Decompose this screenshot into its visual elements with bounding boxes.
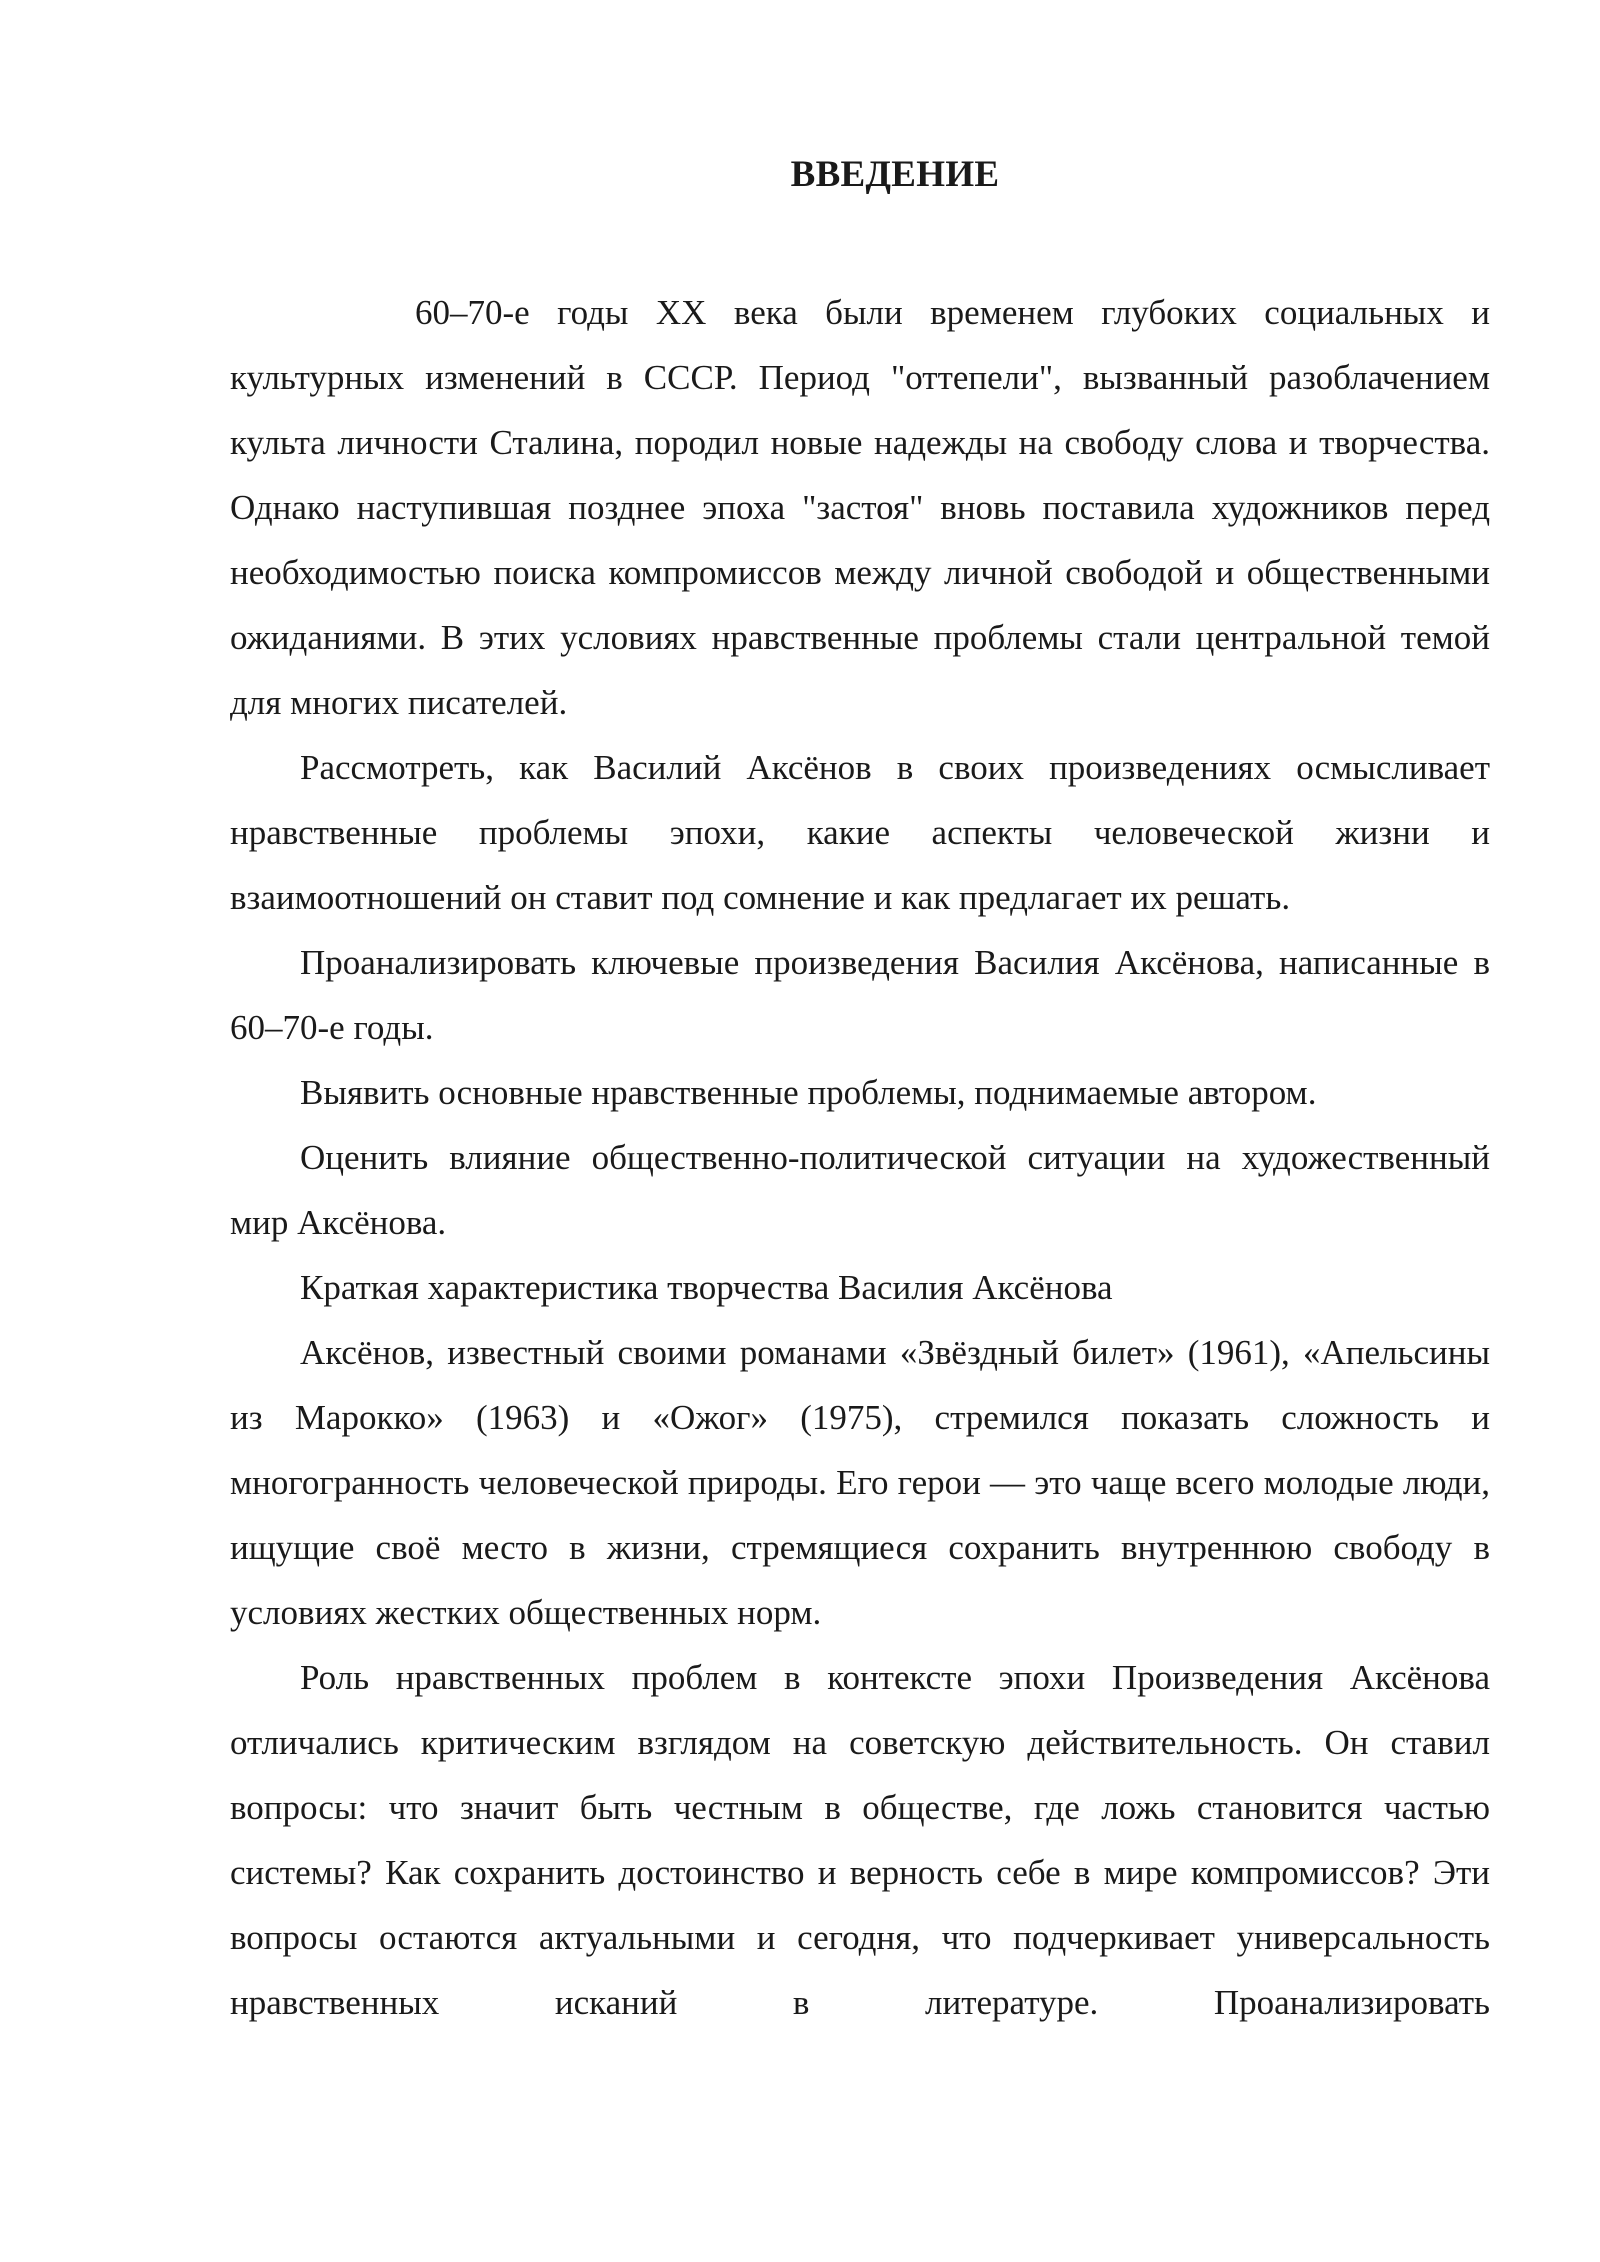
paragraph-task-analyze: Проанализировать ключевые произведения Василия Аксёнова, написанные в 60–70-е годы. [230,943,1490,1047]
paragraph-intro: 60–70-е годы XX века были временем глубоких социальных и культурных изменений в СССР. Период "оттепели", вызванный разоблачением культа личности Сталина, породил новые надежды на свободу слова и творчества. Однако наступившая позднее эпоха "застоя" вновь поставила художников перед необходимостью поиска компромиссов между личной свободой и общественными ожиданиями. В этих условиях нравственные проблемы стали центральной темой для многих писателей. [230,293,1490,722]
document-title: ВВЕДЕНИЕ [790,154,1000,195]
paragraph-characteristics: Аксёнов, известный своими романами «Звёздный билет» (1961), «Апельсины из Марокко» (1963) и «Ожог» (1975), стремился показать сложность и многогранность человеческой природы. Его герои — это чаще всего молодые люди, ищущие своё место в жизни, стремящиеся сохранить внутреннюю свободу в условиях жестких общественных норм. [230,1333,1490,1632]
paragraph-task-identify: Выявить основные нравственные проблемы, поднимаемые автором. [300,1073,1317,1112]
document-body [230,280,1490,2035]
section-heading: Краткая характеристика творчества Василия Аксёнова [300,1268,1113,1307]
paragraph-goal: Рассмотреть, как Василий Аксёнов в своих произведениях осмысливает нравственные проблемы эпохи, какие аспекты человеческой жизни и взаимоотношений он ставит под сомнение и как предлагает их решать. [230,748,1490,917]
paragraph-role: Роль нравственных проблем в контексте эпохи Произведения Аксёнова отличались критическим взглядом на советскую действительность. Он ставил вопросы: что значит быть честным в обществе, где ложь становится частью системы? Как сохранить достоинство и верность себе в мире компромиссов? Эти вопросы остаются актуальными и сегодня, что подчеркивает универсальность нравственных исканий в литературе. Проанализировать [230,1658,1490,2022]
paragraph-task-evaluate: Оценить влияние общественно-политической ситуации на художественный мир Аксёнова. [230,1138,1490,1242]
